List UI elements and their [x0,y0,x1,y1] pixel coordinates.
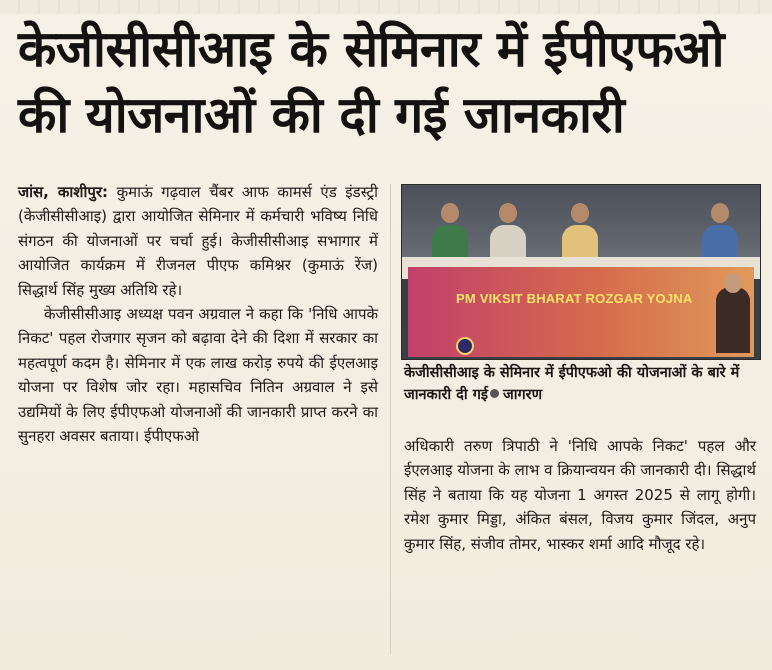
headline [18,16,758,148]
article-paragraph-1-text: कुमाऊं गढ़वाल चैंबर आफ कामर्स एंड इंडस्ट्री (केजीसीसीआइ) द्वारा आयोजित सेमिनार में कर्मचारी भविष्य निधि संगठन की योजनाओं पर चर्चा हुई। केजीसीसीआइ सभागार में आयोजित कार्यक्रम में रीजनल पीएफ कमिश्नर (कुमाऊं रेंज) सिद्धार्थ सिंह मुख्य अतिथि रहे। [18,183,378,299]
credit-bullet-icon [490,389,499,398]
column-divider [390,184,391,654]
photo-caption [404,362,754,406]
emblem-icon [456,337,474,355]
article-paragraph-2: केजीसीसीआइ अध्यक्ष पवन अग्रवाल ने कहा कि 'निधि आपके निकट' पहल रोजगार सृजन को बढ़ावा देने की दिशा में सरकार का महत्वपूर्ण कदम है। सेमिनार में एक लाख करोड़ रुपये की ईएलआइ योजना पर विशेष जोर रहा। महासचिव नितिन अग्रवाल ने इसे उद्यमियों के लिए ईपीएफओ योजनाओं की जानकारी प्राप्त करने का सुनहरा अवसर बताया। ईपीएफओ [18,305,378,446]
news-photo [401,184,761,360]
banner-title: PM VIKSIT BHARAT ROZGAR YOJNA [456,291,693,306]
article-paragraph-3: अधिकारी तरुण त्रिपाठी ने 'निधि आपके निकट' पहल और ईएलआइ योजना के लाभ व क्रियान्वयन की जानकारी दी। सिद्धार्थ सिंह ने बताया कि यह योजना 1 अगस्त 2025 से लागू होगी। रमेश कुमार मिड्डा, अंकित बंसल, विजय कुमार जिंदल, अनुप कुमार सिंह, संजीव तोमर, भास्कर शर्मा आदि मौजूद रहे। [404,437,756,553]
article-column-left [18,180,378,448]
banner-portrait [716,287,750,353]
photo-person [562,203,598,263]
dateline: जांस, काशीपुर: [18,183,109,201]
article-paragraph-1 [18,180,378,302]
photo-person [432,203,468,263]
photo-banner [408,267,754,357]
headline-line-1: केजीसीसीआइ के सेमिनार में ईपीएफओ [18,20,725,78]
paper-edge [0,0,772,14]
photo-person [490,203,526,263]
photo-credit: जागरण [502,387,543,403]
photo-person [702,203,738,263]
article-column-right [404,434,756,556]
headline-line-2: की योजनाओं की दी गई जानकारी [18,86,625,144]
photo-caption-text: केजीसीसीआइ के सेमिनार में ईपीएफओ की योजनाओं के बारे में जानकारी दी गई [404,365,740,403]
